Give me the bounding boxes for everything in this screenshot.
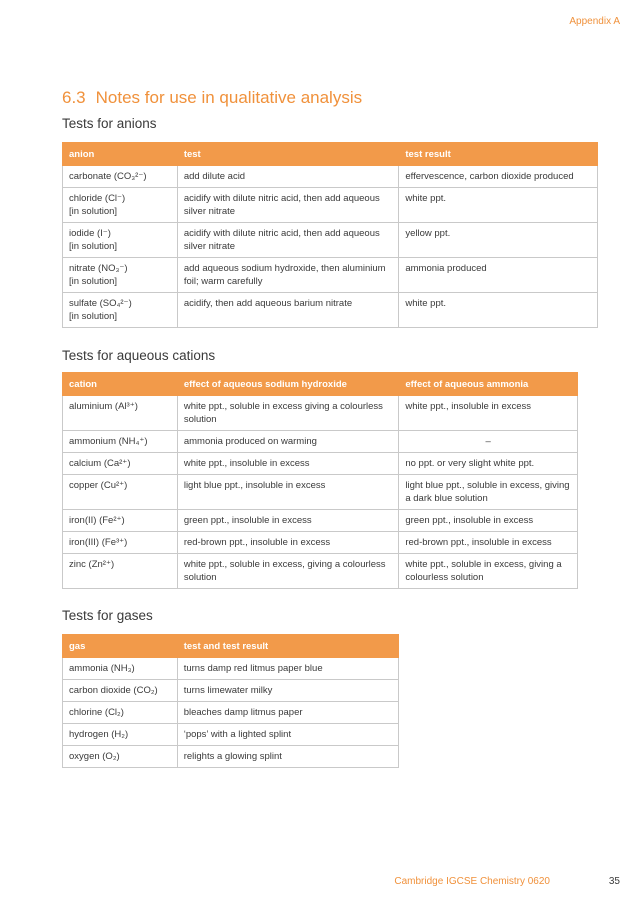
table-cell: white ppt., soluble in excess, giving a colourless solution	[399, 554, 578, 589]
table-cell: light blue ppt., insoluble in excess	[177, 475, 399, 510]
table-cell: copper (Cu²⁺)	[63, 475, 178, 510]
table-cell: calcium (Ca²⁺)	[63, 453, 178, 475]
table-cell: ammonia produced	[399, 258, 598, 293]
column-header: test result	[399, 143, 598, 166]
table-row	[63, 532, 578, 554]
table-cell: white ppt., soluble in excess, giving a colourless solution	[177, 554, 399, 589]
table-cell: hydrogen (H₂)	[63, 724, 178, 746]
table-cell: white ppt., soluble in excess giving a colourless solution	[177, 396, 399, 431]
gases-table	[62, 634, 399, 768]
section-title-text: Notes for use in qualitative analysis	[95, 88, 363, 107]
table-cell: ammonia (NH₃)	[63, 658, 178, 680]
table-row	[63, 258, 598, 293]
table-row	[63, 453, 578, 475]
table-cell: yellow ppt.	[399, 223, 598, 258]
table-row	[63, 554, 578, 589]
table-cell: white ppt.	[399, 293, 598, 328]
table-row	[63, 746, 399, 768]
gases-header-row	[63, 635, 399, 658]
table-cell: turns damp red litmus paper blue	[177, 658, 398, 680]
anions-header-row	[63, 143, 598, 166]
gases-heading: Tests for gases	[62, 608, 153, 623]
table-cell: acidify, then add aqueous barium nitrate	[177, 293, 399, 328]
table-cell: bleaches damp litmus paper	[177, 702, 398, 724]
section-title	[62, 88, 362, 108]
table-cell: effervescence, carbon dioxide produced	[399, 166, 598, 188]
table-row	[63, 431, 578, 453]
column-header: test	[177, 143, 399, 166]
table-row	[63, 223, 598, 258]
table-row	[63, 510, 578, 532]
column-header: effect of aqueous sodium hydroxide	[177, 373, 399, 396]
table-row	[63, 702, 399, 724]
table-cell: oxygen (O₂)	[63, 746, 178, 768]
table-cell: white ppt., insoluble in excess	[399, 396, 578, 431]
table-cell: ammonia produced on warming	[177, 431, 399, 453]
table-row	[63, 293, 598, 328]
page-number: 35	[608, 876, 620, 887]
table-cell: zinc (Zn²⁺)	[63, 554, 178, 589]
table-cell: green ppt., insoluble in excess	[177, 510, 399, 532]
table-row	[63, 188, 598, 223]
table-cell: sulfate (SO₄²⁻) [in solution]	[63, 293, 178, 328]
table-row	[63, 724, 399, 746]
column-header: cation	[63, 373, 178, 396]
table-cell: white ppt.	[399, 188, 598, 223]
section-number: 6.3	[62, 88, 86, 107]
table-row	[63, 658, 399, 680]
column-header: gas	[63, 635, 178, 658]
table-cell: light blue ppt., soluble in excess, giving a dark blue solution	[399, 475, 578, 510]
table-cell: no ppt. or very slight white ppt.	[399, 453, 578, 475]
table-cell: green ppt., insoluble in excess	[399, 510, 578, 532]
anions-table	[62, 142, 598, 328]
table-cell: red-brown ppt., insoluble in excess	[399, 532, 578, 554]
anions-heading: Tests for anions	[62, 116, 157, 131]
table-cell: iron(II) (Fe²⁺)	[63, 510, 178, 532]
column-header: anion	[63, 143, 178, 166]
table-cell: carbonate (CO₃²⁻)	[63, 166, 178, 188]
table-row	[63, 680, 399, 702]
table-cell: add aqueous sodium hydroxide, then aluminium foil; warm carefully	[177, 258, 399, 293]
column-header: effect of aqueous ammonia	[399, 373, 578, 396]
table-cell: chloride (Cl⁻) [in solution]	[63, 188, 178, 223]
appendix-label: Appendix A	[569, 16, 620, 27]
table-cell: –	[399, 431, 578, 453]
table-cell: white ppt., insoluble in excess	[177, 453, 399, 475]
cations-table	[62, 372, 578, 589]
column-header: test and test result	[177, 635, 398, 658]
table-cell: chlorine (Cl₂)	[63, 702, 178, 724]
table-cell: iron(III) (Fe³⁺)	[63, 532, 178, 554]
table-cell: ‘pops’ with a lighted splint	[177, 724, 398, 746]
table-cell: carbon dioxide (CO₂)	[63, 680, 178, 702]
table-cell: acidify with dilute nitric acid, then add aqueous silver nitrate	[177, 188, 399, 223]
table-cell: turns limewater milky	[177, 680, 398, 702]
table-cell: ammonium (NH₄⁺)	[63, 431, 178, 453]
table-cell: aluminium (Al³⁺)	[63, 396, 178, 431]
table-cell: iodide (I⁻) [in solution]	[63, 223, 178, 258]
table-row	[63, 166, 598, 188]
cations-header-row	[63, 373, 578, 396]
table-row	[63, 396, 578, 431]
table-cell: red-brown ppt., insoluble in excess	[177, 532, 399, 554]
table-cell: nitrate (NO₃⁻) [in solution]	[63, 258, 178, 293]
footer-publication: Cambridge IGCSE Chemistry 0620	[394, 876, 550, 887]
table-row	[63, 475, 578, 510]
table-cell: add dilute acid	[177, 166, 399, 188]
cations-heading: Tests for aqueous cations	[62, 348, 216, 363]
table-cell: relights a glowing splint	[177, 746, 398, 768]
table-cell: acidify with dilute nitric acid, then add aqueous silver nitrate	[177, 223, 399, 258]
